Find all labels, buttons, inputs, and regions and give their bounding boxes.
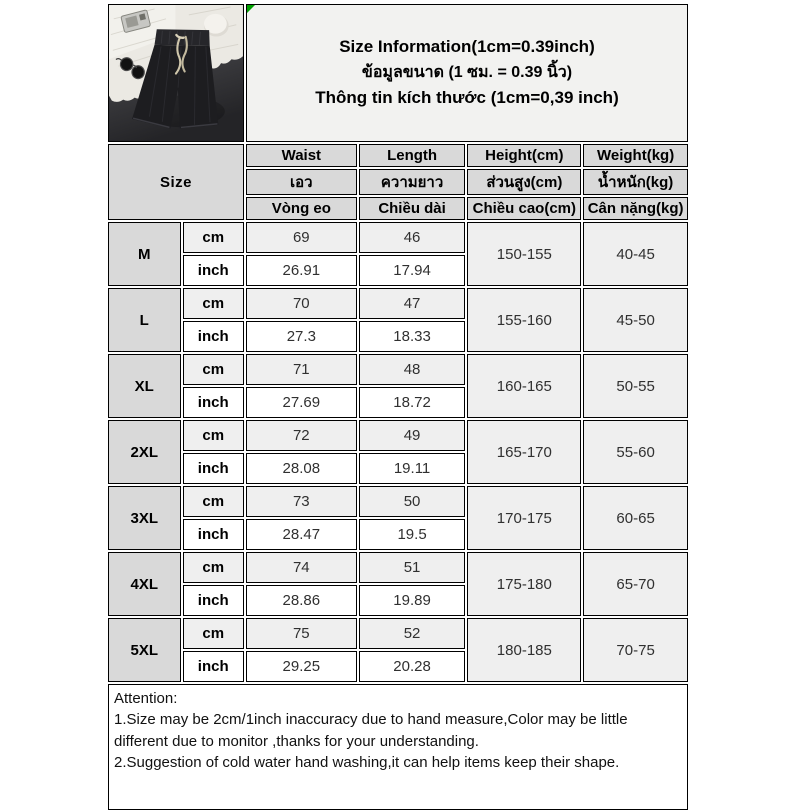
size-label: L [108,288,181,352]
size-column-header: Size [108,144,244,220]
unit-cm-label: cm [183,618,244,649]
weight-range-value: 55-60 [583,420,688,484]
attention-cell [108,684,688,810]
length-header-th: ความยาว [359,169,466,195]
length-inch-value: 19.5 [359,519,466,550]
unit-cm-label: cm [183,222,244,253]
size-table-row [108,420,688,451]
size-table-row [108,618,688,649]
title-english: Size Information(1cm=0.39inch) [339,37,595,57]
length-header-vi: Chiều dài [359,197,466,220]
size-table-row [108,288,688,319]
unit-inch-label: inch [183,453,244,484]
length-inch-value: 18.72 [359,387,466,418]
product-photo [108,4,244,142]
unit-inch-label: inch [183,387,244,418]
waist-header-th: เอว [246,169,357,195]
attention-item-2: 2.Suggestion of cold water hand washing,it can help items keep their shape. [114,753,620,771]
waist-inch-value: 28.08 [246,453,357,484]
waist-cm-value: 72 [246,420,357,451]
column-header-row-en [108,144,688,167]
size-label: 3XL [108,486,181,550]
waist-cm-value: 71 [246,354,357,385]
waist-inch-value: 28.86 [246,585,357,616]
waist-cm-value: 69 [246,222,357,253]
waist-header-vi: Vòng eo [246,197,357,220]
height-range-value: 180-185 [467,618,581,682]
waist-inch-value: 27.3 [246,321,357,352]
length-cm-value: 47 [359,288,466,319]
shorts-product-image [109,5,243,141]
unit-inch-label: inch [183,519,244,550]
unit-cm-label: cm [183,354,244,385]
weight-header-vi: Cân nặng(kg) [583,197,688,220]
height-range-value: 170-175 [467,486,581,550]
attention-row [108,684,688,810]
height-range-value: 175-180 [467,552,581,616]
waist-header-en: Waist [246,144,357,167]
waist-cm-value: 70 [246,288,357,319]
length-inch-value: 18.33 [359,321,466,352]
weight-range-value: 65-70 [583,552,688,616]
height-range-value: 150-155 [467,222,581,286]
unit-cm-label: cm [183,552,244,583]
waist-inch-value: 29.25 [246,651,357,682]
unit-inch-label: inch [183,585,244,616]
weight-header-th: น้ำหนัก(kg) [583,169,688,195]
waist-cm-value: 73 [246,486,357,517]
title-vietnamese: Thông tin kích thước (1cm=0,39 inch) [315,88,619,108]
size-label: 4XL [108,552,181,616]
corner-flag-icon [247,5,255,13]
unit-inch-label: inch [183,255,244,286]
size-table-row [108,222,688,253]
weight-range-value: 45-50 [583,288,688,352]
waist-cm-value: 75 [246,618,357,649]
waist-inch-value: 26.91 [246,255,357,286]
weight-header-en: Weight(kg) [583,144,688,167]
length-inch-value: 17.94 [359,255,466,286]
length-header-en: Length [359,144,466,167]
height-range-value: 155-160 [467,288,581,352]
height-range-value: 160-165 [467,354,581,418]
length-cm-value: 46 [359,222,466,253]
unit-cm-label: cm [183,420,244,451]
size-chart-table [106,2,690,812]
size-label: XL [108,354,181,418]
height-range-value: 165-170 [467,420,581,484]
size-label: M [108,222,181,286]
height-header-vi: Chiều cao(cm) [467,197,581,220]
length-cm-value: 50 [359,486,466,517]
header-row [108,4,688,142]
length-inch-value: 19.89 [359,585,466,616]
size-table-row [108,486,688,517]
unit-cm-label: cm [183,288,244,319]
length-cm-value: 51 [359,552,466,583]
length-inch-value: 19.11 [359,453,466,484]
unit-cm-label: cm [183,486,244,517]
waist-inch-value: 27.69 [246,387,357,418]
weight-range-value: 60-65 [583,486,688,550]
title-cell [246,4,688,142]
unit-inch-label: inch [183,651,244,682]
attention-item-1: 1.Size may be 2cm/1inch inaccuracy due to hand measure,Color may be little different due to monitor ,thanks for your understanding. [114,711,628,750]
weight-range-value: 70-75 [583,618,688,682]
height-header-th: ส่วนสูง(cm) [467,169,581,195]
size-table-row [108,552,688,583]
length-cm-value: 48 [359,354,466,385]
title-thai: ข้อมูลขนาด (1 ซม. = 0.39 นิ้ว) [361,63,573,81]
length-cm-value: 52 [359,618,466,649]
length-inch-value: 20.28 [359,651,466,682]
size-label: 5XL [108,618,181,682]
length-cm-value: 49 [359,420,466,451]
size-table-row [108,354,688,385]
attention-heading: Attention: [114,690,178,707]
weight-range-value: 50-55 [583,354,688,418]
weight-range-value: 40-45 [583,222,688,286]
waist-cm-value: 74 [246,552,357,583]
size-label: 2XL [108,420,181,484]
unit-inch-label: inch [183,321,244,352]
waist-inch-value: 28.47 [246,519,357,550]
height-header-en: Height(cm) [467,144,581,167]
